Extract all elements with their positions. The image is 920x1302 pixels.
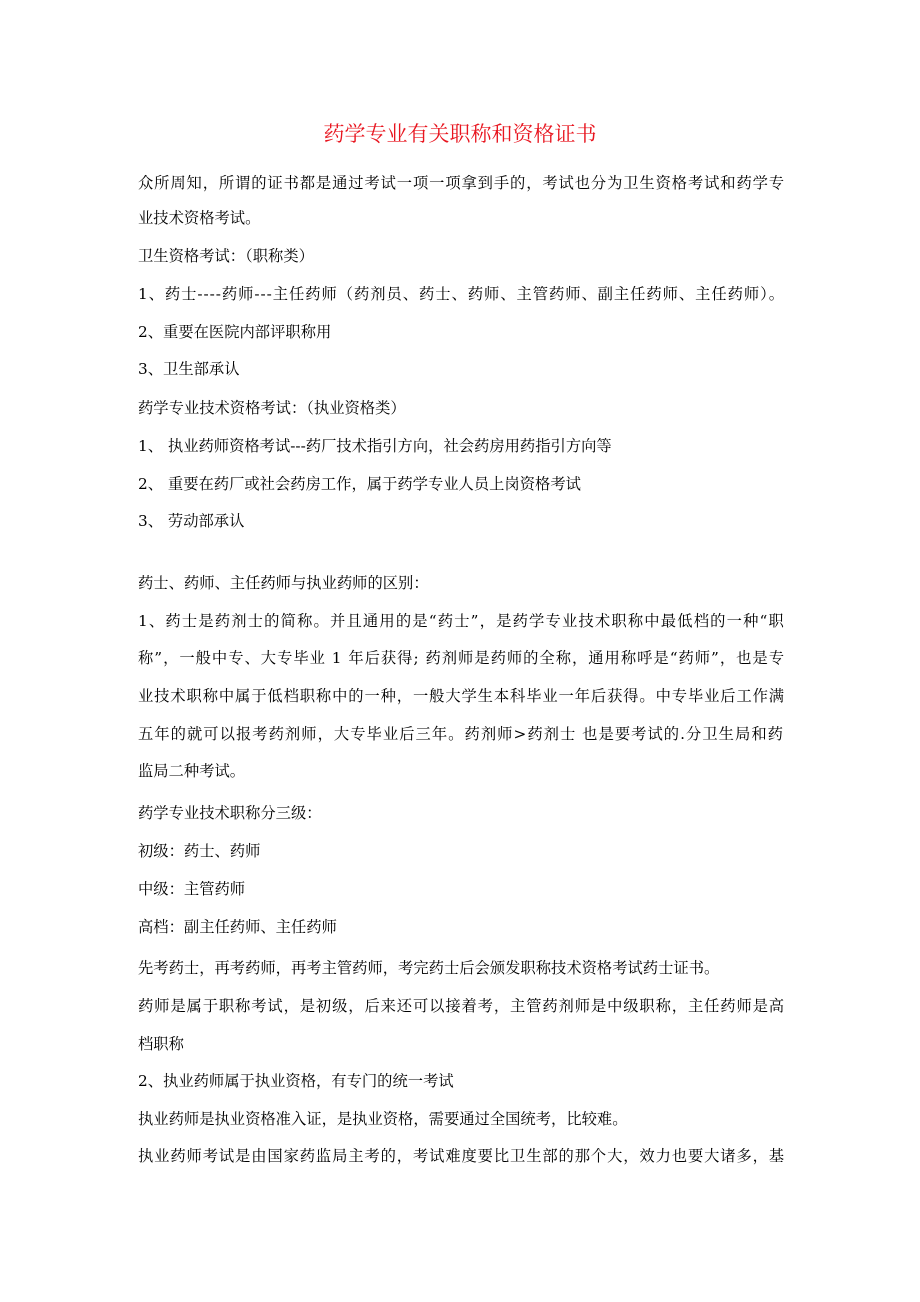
text-line: 卫生资格考试：（职称类）: [138, 247, 314, 265]
text-line: 初级：药士、药师: [138, 842, 261, 860]
text-line: 中级：主管药师: [138, 880, 246, 898]
text-line: 2、重要在医院内部评职称用: [138, 323, 332, 341]
text-line: 业技术资格考试。: [138, 209, 261, 227]
text-line: 高档：副主任药师、主任药师: [138, 918, 337, 936]
text-line: 1、 执业药师资格考试---药厂技术指引方向，社会药房用药指引方向等: [138, 437, 612, 455]
text-line: 药学专业技术职称分三级：: [138, 804, 322, 822]
text-line: 1、药士----药师---主任药师（药剂员、药士、药师、主管药师、副主任药师、主任药师）。: [138, 285, 785, 303]
text-line: 3、卫生部承认: [138, 360, 240, 378]
text-line: 2、执业药师属于执业资格，有专门的统一考试: [138, 1072, 454, 1090]
text-line: 药学专业技术资格考试：（执业资格类）: [138, 399, 406, 417]
text-line: 众所周知，所谓的证书都是通过考试一项一项拿到手的，考试也分为卫生资格考试和药学专: [138, 174, 785, 192]
text-line: 药士、药师、主任药师与执业药师的区别：: [138, 574, 429, 592]
text-line: 称”，一般中专、大专毕业 1 年后获得; 药剂师是药师的全称，通用称呼是“药师”，也是专: [138, 649, 785, 667]
text-line: 3、 劳动部承认: [138, 512, 245, 530]
document-title: 药学专业有关职称和资格证书: [323, 122, 597, 146]
text-line: 2、 重要在药厂或社会药房工作，属于药学专业人员上岗资格考试: [138, 475, 581, 493]
text-line: 五年的就可以报考药剂师，大专毕业后三年。药剂师>药剂士 也是要考试的.分卫生局和药: [138, 725, 784, 743]
text-line: 执业药师考试是由国家药监局主考的，考试难度要比卫生部的那个大，效力也要大诸多，基: [138, 1147, 785, 1165]
text-line: 执业药师是执业资格准入证，是执业资格，需要通过全国统考，比较难。: [138, 1110, 628, 1128]
text-line: 业技术职称中属于低档职称中的一种，一般大学生本科毕业一年后获得。中专毕业后工作满: [138, 687, 785, 705]
text-line: 档职称: [138, 1035, 184, 1053]
text-line: 监局二种考试。: [138, 762, 246, 780]
text-line: 药师是属于职称考试，是初级，后来还可以接着考，主管药剂师是中级职称，主任药师是高: [138, 997, 785, 1015]
text-line: 先考药士，再考药师，再考主管药师，考完药士后会颁发职称技术资格考试药士证书。: [138, 959, 720, 977]
text-line: 1、药士是药剂士的简称。并且通用的是“药士”，是药学专业技术职称中最低档的一种“职: [138, 612, 785, 630]
